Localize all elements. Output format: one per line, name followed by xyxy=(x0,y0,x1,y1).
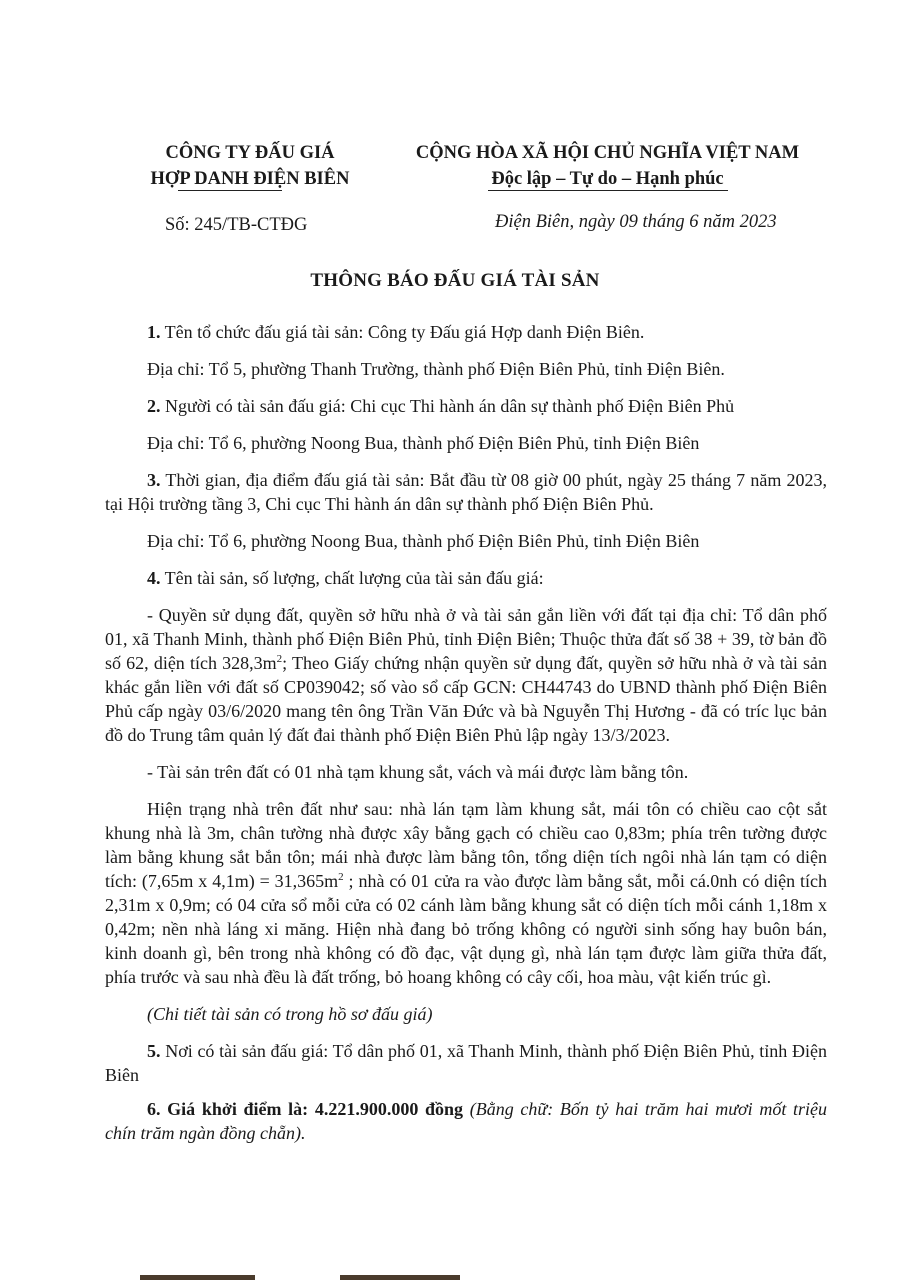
motto-underline xyxy=(488,190,728,191)
section-3 xyxy=(105,468,827,516)
org-underline xyxy=(178,190,282,191)
section-2-address: Địa chỉ: Tổ 6, phường Noong Bua, thành phố Điện Biên Phủ, tỉnh Điện Biên xyxy=(147,433,700,453)
document-body xyxy=(105,320,827,1145)
document-number: Số: 245/TB-CTĐG xyxy=(165,215,308,235)
superscript: 2 xyxy=(276,653,283,665)
section-5 xyxy=(105,1039,827,1087)
starting-price: 6. Giá khởi điểm là: 4.221.900.000 đồng xyxy=(147,1099,464,1119)
section-text: Người có tài sản đấu giá: Chi cục Thi hành án dân sự thành phố Điện Biên Phủ xyxy=(160,396,735,416)
scan-edge-mark xyxy=(140,1275,255,1280)
asset-status xyxy=(105,797,827,989)
section-text: Tên tổ chức đấu giá tài sản: Công ty Đấu giá Hợp danh Điện Biên. xyxy=(160,322,645,342)
section-number: 1. xyxy=(147,322,161,342)
asset-text: ; Theo Giấy chứng nhận quyền sử dụng đất, quyền sở hữu nhà ở và tài sản khác gắn liền với đất số CP039042; số vào sổ cấp GCN: CH44743 do UBND thành phố Điện Biên Phủ cấp ngày 03/6/2020 mang tên ông Trần Văn Đức và bà Nguyễn Thị Hương - đã có tríc lục bản đồ do Trung tâm quản lý đất đai thành phố Điện Biên Phủ lập ngày 13/3/2023. xyxy=(105,653,827,745)
status-text: ; nhà có 01 cửa ra vào được làm bằng sắt, mỗi cá.0nh có diện tích 2,31m x 0,9m; có 04 cửa sổ mỗi cửa có 02 cánh làm bằng khung sắt có diện tích mỗi cánh 1,18m x 0,42m; nền nhà láng xi măng. Hiện nhà đang bỏ trống không có người sinh sống hay buôn bán, kinh doanh gì, bên trong nhà không có đồ đạc, vật dụng gì, nhà lán tạm được làm giữa thửa đất, phía trước và sau nhà đều là đất trống, bỏ hoang không có cây cối, hoa màu, vật kiến trúc gì. xyxy=(105,871,827,987)
status-text: Hiện trạng nhà trên đất như sau: nhà lán tạm làm khung sắt, mái tôn có chiều cao cột sắt khung nhà là 3m, chân tường nhà được xây bằng gạch có chiều cao 0,83m; phía trên tường được làm bằng khung sắt bắn tôn; mái nhà được làm bằng tôn, tổng diện tích ngôi nhà lán tạm có diện tích: (7,65m x 4,1m) = 31,365m xyxy=(105,799,827,891)
section-number: 5. xyxy=(147,1041,161,1061)
section-4 xyxy=(105,566,827,590)
scan-edge-mark xyxy=(340,1275,460,1280)
section-3-address: Địa chỉ: Tổ 6, phường Noong Bua, thành phố Điện Biên Phủ, tỉnh Điện Biên xyxy=(147,531,700,551)
asset-text: - Quyền sử dụng đất, quyền sở hữu nhà ở và tài sản gắn liền với đất tại địa chỉ: Tổ dân phố 01, xã Thanh Minh, thành phố Điện Biên Phủ, tỉnh Điện Biên; Thuộc thửa đất số 38 + 39, tờ bản đồ số 62, diện tích 328,3m xyxy=(105,605,827,673)
section-number: 2. xyxy=(147,396,161,416)
superscript: 2 xyxy=(338,871,344,883)
national-motto: Độc lập – Tự do – Hạnh phúc xyxy=(491,169,724,189)
asset-item-house: - Tài sản trên đất có 01 nhà tạm khung sắt, vách và mái được làm bằng tôn. xyxy=(147,762,689,782)
section-text: Thời gian, địa điểm đấu giá tài sản: Bắt đầu từ 08 giờ 00 phút, ngày 25 tháng 7 năm 2023, tại Hội trường tầng 3, Chi cục Thi hành án dân sự thành phố Điện Biên Phủ. xyxy=(105,470,827,514)
org-name-line1: CÔNG TY ĐẤU GIÁ xyxy=(165,143,335,163)
place-date: Điện Biên, ngày 09 tháng 6 năm 2023 xyxy=(495,212,777,232)
section-number: 4. xyxy=(147,568,161,588)
nation-name: CỘNG HÒA XÃ HỘI CHỦ NGHĨA VIỆT NAM xyxy=(415,143,800,163)
org-name-line2: HỢP DANH ĐIỆN BIÊN xyxy=(150,169,350,189)
asset-detail-note: (Chi tiết tài sản có trong hồ sơ đấu giá) xyxy=(147,1004,433,1024)
price-in-words: (Bằng chữ: Bốn tỷ hai trăm hai mươi mốt triệu chín trăm ngàn đồng chẵn). xyxy=(105,1099,827,1143)
document-title: THÔNG BÁO ĐẤU GIÁ TÀI SẢN xyxy=(310,270,600,291)
national-header xyxy=(400,140,815,192)
section-text: Nơi có tài sản đấu giá: Tổ dân phố 01, xã Thanh Minh, thành phố Điện Biên Phủ, tỉnh Điện Biên xyxy=(105,1041,827,1085)
asset-item-land xyxy=(105,603,827,747)
section-1-address: Địa chỉ: Tổ 5, phường Thanh Trường, thành phố Điện Biên Phủ, tỉnh Điện Biên. xyxy=(147,359,725,379)
section-text: Tên tài sản, số lượng, chất lượng của tài sản đấu giá: xyxy=(160,568,544,588)
section-number: 3. xyxy=(147,470,161,490)
section-2 xyxy=(105,394,827,418)
section-6-starting-price xyxy=(105,1097,827,1145)
organization-header xyxy=(130,140,370,192)
section-1 xyxy=(105,320,827,344)
